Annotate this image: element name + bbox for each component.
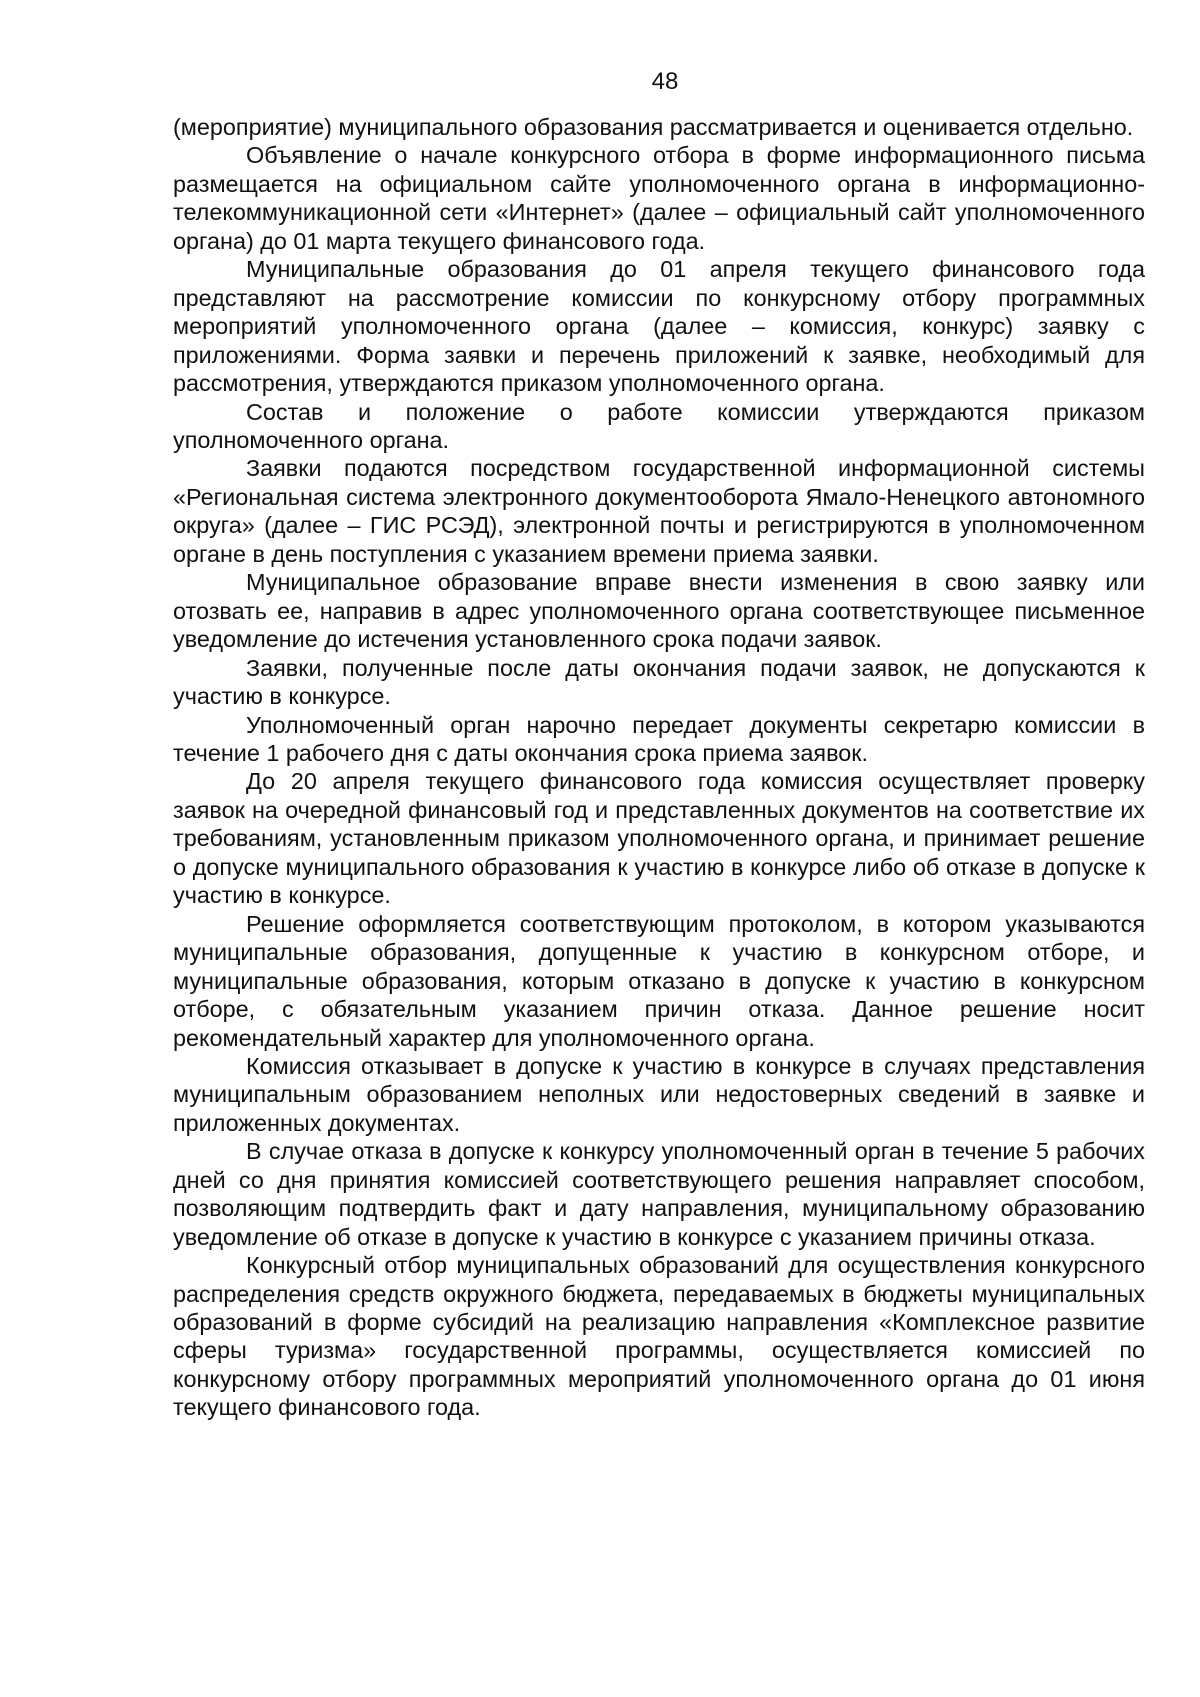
paragraph-application-submission: Муниципальные образования до 01 апреля текущего финансового года представляют на рассмотрение комиссии по конкурсному отбору программных мероприятий уполномоченного органа (далее – комиссия, конкурс) заявку с приложениями. Форма заявки и перечень приложений к заявке, необходимый для рассмотрения, утверждаются приказом уполномоченного органа.	[173, 256, 1145, 397]
page-number: 48	[651, 68, 679, 95]
paragraph-announcement: Объявление о начале конкурсного отбора в форме информационного письма размещается на официальном сайте уполномоченного органа в информационно-телекоммуникационной сети «Интернет» (далее – официальный сайт уполномоченного органа) до 01 марта текущего финансового года.	[173, 142, 1145, 254]
paragraph-decision-protocol: Решение оформляется соответствующим протоколом, в котором указываются муниципальные образования, допущенные к участию в конкурсном отборе, и муниципальные образования, которым отказано в допуске к участию в конкурсном отборе, с обязательным указанием причин отказа. Данное решение носит рекомендательный характер для уполномоченного органа.	[173, 910, 1145, 1051]
paragraph-refusal-notification: В случае отказа в допуске к конкурсу уполномоченный орган в течение 5 рабочих дней со дня принятия комиссией соответствующего решения направляет способом, позволяющим подтвердить факт и дату направления, муниципальному образованию уведомление об отказе в допуске к участию в конкурсе с указанием причины отказа.	[173, 1138, 1145, 1250]
paragraph-late-applications: Заявки, полученные после даты окончания подачи заявок, не допускаются к участию в конкурсе.	[173, 654, 1145, 710]
paragraph-application-channels: Заявки подаются посредством государственной информационной системы «Региональная система электронного документооборота Ямало-Ненецкого автономного округа» (далее – ГИС РСЭД), электронной почты и регистрируются в уполномоченном органе в день поступления с указанием времени приема заявки.	[173, 455, 1145, 567]
paragraph-document-transfer: Уполномоченный орган нарочно передает документы секретарю комиссии в течение 1 рабочего дня с даты окончания срока приема заявок.	[173, 711, 1145, 766]
document-body	[173, 113, 1145, 1422]
paragraph-continuation: (мероприятие) муниципального образования рассматривается и оценивается отдельно.	[173, 114, 1134, 140]
paragraph-commission-composition: Состав и положение о работе комиссии утверждаются приказом уполномоченного органа.	[173, 398, 1145, 453]
paragraph-tourism-selection: Конкурсный отбор муниципальных образований для осуществления конкурсного распределения средств окружного бюджета, передаваемых в бюджеты муниципальных образований в форме субсидий на реализацию направления «Комплексное развитие сферы туризма» государственной программы, осуществляется комиссией по конкурсному отбору программных мероприятий уполномоченного органа до 01 июня текущего финансового года.	[173, 1252, 1145, 1421]
paragraph-application-changes: Муниципальное образование вправе внести изменения в свою заявку или отозвать ее, направив в адрес уполномоченного органа соответствующее письменное уведомление до истечения установленного срока подачи заявок.	[173, 569, 1145, 653]
paragraph-refusal-grounds: Комиссия отказывает в допуске к участию в конкурсе в случаях представления муниципальным образованием неполных или недостоверных сведений в заявке и приложенных документах.	[173, 1052, 1145, 1136]
paragraph-application-review: До 20 апреля текущего финансового года комиссия осуществляет проверку заявок на очередной финансовый год и представленных документов на соответствие их требованиям, установленным приказом уполномоченного органа, и принимает решение о допуске муниципального образования к участию в конкурсе либо об отказе в допуске к участию в конкурсе.	[173, 768, 1145, 909]
